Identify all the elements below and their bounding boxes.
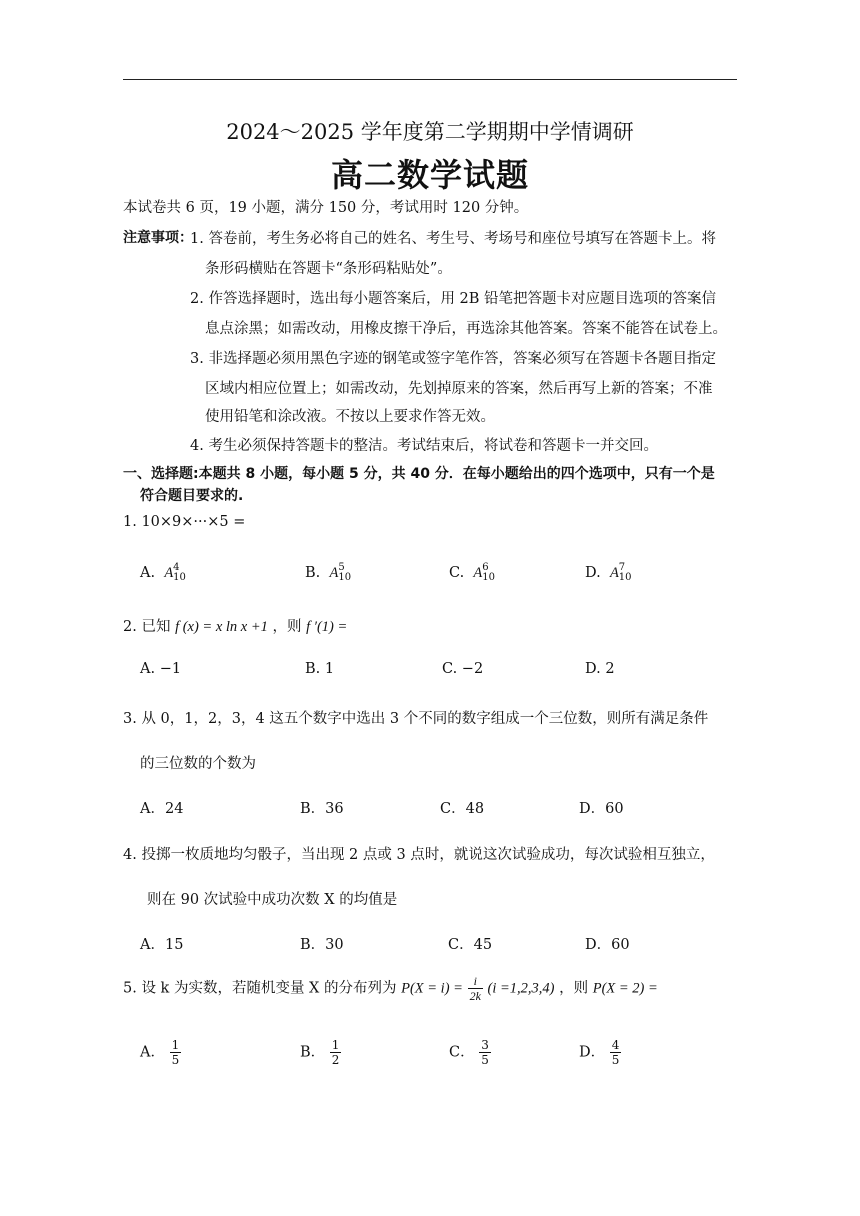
option-c: C. −2 bbox=[442, 661, 484, 677]
option-a: A．15 bbox=[140, 937, 184, 953]
notes-label: 注意事项： bbox=[123, 230, 193, 246]
question-stem: 3. 从 0，1，2，3，4 这五个数字中选出 3 个不同的数字组成一个三位数，则所有满足条件 bbox=[123, 711, 709, 727]
fraction: $\frac{i}{2k}$ bbox=[469, 974, 481, 1003]
question-stem: 4. 投掷一枚质地均匀骰子，当出现 2 点或 3 点时，就说这次试验成功，每次试验相互独立， bbox=[123, 847, 715, 863]
option-d: D. A 7 10 bbox=[585, 562, 632, 583]
option-c: C．48 bbox=[440, 801, 485, 817]
question-stem-cont: 则在 90 次试验中成功次数 X 的均值是 bbox=[147, 892, 398, 908]
note-line: 条形码横贴在答题卡“条形码粘贴处”。 bbox=[205, 261, 452, 277]
option-c: C． $\frac{3}{5}$ bbox=[449, 1038, 489, 1067]
note-line: 3. 非选择题必须用黑色字迹的钢笔或签字笔作答，答案必须写在答题卡各题目指定 bbox=[190, 351, 716, 367]
option-d: D．60 bbox=[585, 937, 630, 953]
option-a: A. −1 bbox=[140, 661, 182, 677]
note-line: 使用铅笔和涂改液。不按以上要求作答无效。 bbox=[205, 409, 495, 425]
exam-title: 高二数学试题 bbox=[330, 156, 529, 194]
question-stem: 1. 10×9×···×5 = bbox=[123, 514, 246, 530]
option-b: B． $\frac{1}{2}$ bbox=[300, 1038, 340, 1067]
option-d: D. 2 bbox=[585, 661, 615, 677]
option-c: C．45 bbox=[448, 937, 493, 953]
note-line: 4. 考生必须保持答题卡的整洁。考试结束后，将试卷和答题卡一并交回。 bbox=[190, 438, 658, 454]
option-d: D．60 bbox=[579, 801, 624, 817]
note-line: 2. 作答选择题时，选出每小题答案后，用 2B 铅笔把答题卡对应题目选项的答案信 bbox=[190, 291, 717, 307]
exam-intro: 本试卷共 6 页，19 小题，满分 150 分，考试用时 120 分钟。 bbox=[123, 200, 529, 216]
question-stem-cont: 的三位数的个数为 bbox=[140, 756, 256, 772]
option-b: B. A 5 10 bbox=[305, 562, 352, 583]
note-line: 息点涂黑；如需改动，用橡皮擦干净后，再选涂其他答案。答案不能答在试卷上。 bbox=[205, 321, 727, 337]
section-heading-cont: 符合题目要求的. bbox=[140, 488, 244, 504]
option-a: A. A 4 10 bbox=[140, 562, 186, 583]
option-d: D． $\frac{4}{5}$ bbox=[579, 1038, 620, 1067]
question-stem: 2. 已知 f (x) = x ln x +1 ，则 f ′(1) = bbox=[123, 619, 348, 635]
option-a: A． $\frac{1}{5}$ bbox=[140, 1038, 180, 1067]
option-b: B. 1 bbox=[305, 661, 335, 677]
exam-subtitle: 2024～2025 学年度第二学期期中学情调研 bbox=[226, 120, 634, 144]
section-heading: 一、选择题:本题共 8 小题，每小题 5 分，共 40 分．在每小题给出的四个选项中，只有一个是 bbox=[123, 466, 715, 482]
option-c: C. A 6 10 bbox=[449, 562, 495, 583]
header-rule bbox=[123, 79, 737, 80]
note-line: 1. 答卷前，考生务必将自己的姓名、考生号、考场号和座位号填写在答题卡上。将 bbox=[190, 231, 716, 247]
option-b: B．30 bbox=[300, 937, 344, 953]
question-stem: 5. 设 k 为实数，若随机变量 X 的分布列为 P(X = i) = $\frac{i}{2k}$ (i =1,2,3,4) ，则 P(X = 2) = bbox=[123, 974, 658, 1003]
note-line: 区域内相应位置上；如需改动，先划掉原来的答案，然后再写上新的答案；不准 bbox=[205, 381, 713, 397]
option-b: B．36 bbox=[300, 801, 344, 817]
option-a: A．24 bbox=[140, 801, 184, 817]
